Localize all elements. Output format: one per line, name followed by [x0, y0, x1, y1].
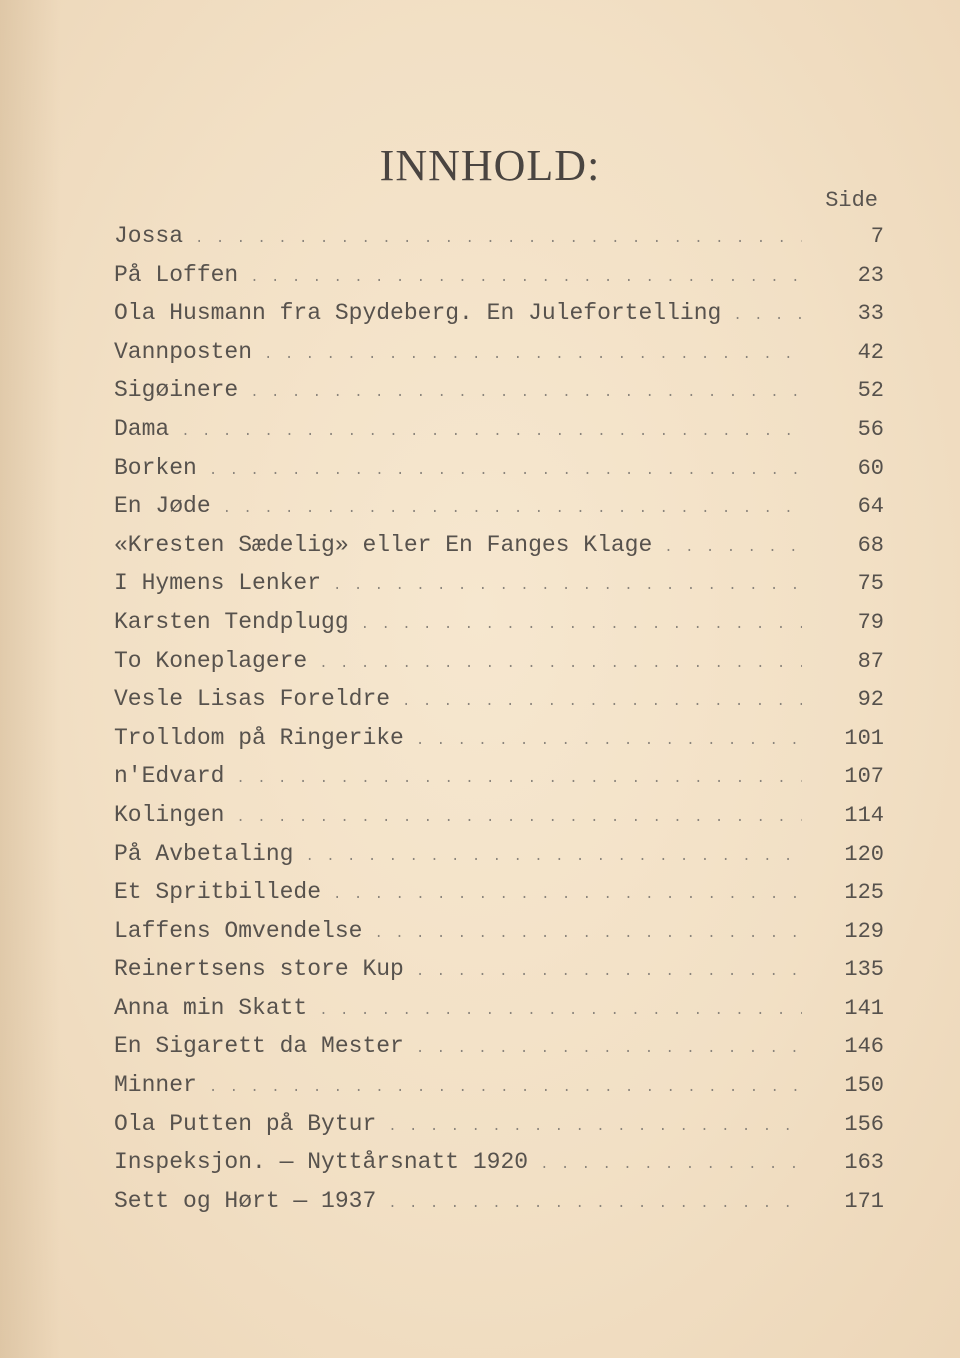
toc-entry-title: Sett og Hørt — 1937	[114, 1187, 377, 1214]
toc-entry	[114, 223, 884, 262]
toc-entry-title: I Hymens Lenker	[114, 570, 322, 597]
dot-leader	[209, 1080, 802, 1096]
page-edge-shadow	[0, 0, 60, 1358]
toc-entry-title: Vesle Lisas Foreldre	[114, 686, 391, 713]
toc-entry-page-number: 135	[844, 957, 884, 983]
toc-entry	[114, 416, 884, 455]
toc-entry	[114, 455, 884, 494]
dot-leader	[388, 1196, 802, 1212]
dot-leader	[374, 926, 802, 942]
toc-entry	[114, 493, 884, 532]
toc-entry	[114, 802, 884, 841]
toc-entry-title: Vannposten	[114, 338, 253, 365]
toc-entry	[114, 686, 884, 725]
toc-entry-title: Sigøinere	[114, 377, 239, 404]
toc-entry	[114, 300, 884, 339]
page-column-label: Side	[825, 188, 878, 213]
toc-entry-title: Minner	[114, 1072, 197, 1099]
dot-leader	[181, 424, 802, 440]
dot-leader	[733, 308, 802, 324]
toc-entry	[114, 995, 884, 1034]
toc-entry-page-number: 150	[844, 1073, 884, 1099]
toc-entry-page-number: 125	[844, 880, 884, 906]
toc-entry-page-number: 75	[857, 571, 884, 597]
dot-leader	[264, 347, 802, 363]
toc-entry-page-number: 114	[844, 802, 884, 828]
toc-entry	[114, 1033, 884, 1072]
dot-leader	[305, 849, 802, 865]
toc-entry-title: n'Edvard	[114, 763, 225, 790]
dot-leader	[236, 771, 802, 787]
dot-leader	[333, 887, 802, 903]
toc-entry-page-number: 171	[844, 1188, 884, 1214]
page-title: INNHOLD:	[379, 141, 601, 190]
toc-entry	[114, 1111, 884, 1150]
dot-leader	[236, 810, 802, 826]
table-of-contents	[114, 223, 884, 1226]
toc-entry-page-number: 64	[857, 494, 884, 520]
toc-entry-page-number: 92	[857, 687, 884, 713]
toc-entry	[114, 725, 884, 764]
toc-entry-title: Laffens Omvendelse	[114, 917, 363, 944]
toc-entry-title: Inspeksjon. — Nyttårsnatt 1920	[114, 1149, 529, 1176]
toc-entry	[114, 1149, 884, 1188]
dot-leader	[361, 617, 802, 633]
toc-entry	[114, 1072, 884, 1111]
dot-leader	[209, 463, 802, 479]
toc-entry-page-number: 163	[844, 1150, 884, 1176]
toc-entry-page-number: 56	[857, 416, 884, 442]
toc-entry-title: Karsten Tendplugg	[114, 608, 349, 635]
toc-entry	[114, 763, 884, 802]
toc-entry-page-number: 52	[857, 378, 884, 404]
dot-leader	[416, 733, 802, 749]
toc-entry	[114, 339, 884, 378]
toc-entry-page-number: 60	[857, 455, 884, 481]
toc-entry-title: På Avbetaling	[114, 840, 294, 867]
toc-entry-title: «Kresten Sædelig» eller En Fanges Klage	[114, 531, 653, 558]
toc-entry	[114, 918, 884, 957]
toc-entry-title: En Sigarett da Mester	[114, 1033, 404, 1060]
dot-leader	[319, 1003, 802, 1019]
toc-entry-page-number: 7	[870, 224, 884, 249]
toc-entry-page-number: 87	[857, 648, 884, 674]
dot-leader	[416, 964, 802, 980]
toc-entry-page-number: 42	[857, 339, 884, 365]
toc-entry-page-number: 68	[857, 532, 884, 558]
dot-leader	[388, 1119, 802, 1135]
toc-entry	[114, 648, 884, 687]
toc-entry-page-number: 146	[844, 1034, 884, 1060]
toc-entry-title: Ola Putten på Bytur	[114, 1110, 377, 1137]
toc-entry-title: Dama	[114, 415, 170, 442]
dot-leader	[416, 1041, 802, 1057]
toc-entry-page-number: 141	[844, 995, 884, 1021]
toc-entry	[114, 956, 884, 995]
toc-entry-title: Kolingen	[114, 801, 225, 828]
toc-entry-title: Trolldom på Ringerike	[114, 724, 404, 751]
toc-entry	[114, 377, 884, 416]
toc-entry-page-number: 107	[844, 764, 884, 790]
toc-entry	[114, 609, 884, 648]
toc-entry-title: Anna min Skatt	[114, 994, 308, 1021]
toc-entry	[114, 1188, 884, 1227]
toc-entry-title: Borken	[114, 454, 197, 481]
dot-leader	[250, 385, 802, 401]
dot-leader	[250, 270, 802, 286]
toc-entry-title: Reinertsens store Kup	[114, 956, 404, 983]
toc-entry-page-number: 79	[857, 609, 884, 635]
toc-entry-title: Ola Husmann fra Spydeberg. En Julefortelling	[114, 300, 722, 327]
toc-entry-title: Jossa	[114, 223, 184, 249]
dot-leader	[402, 694, 802, 710]
dot-leader	[223, 501, 802, 517]
toc-entry-title: På Loffen	[114, 261, 239, 288]
toc-entry	[114, 570, 884, 609]
toc-entry-title: Et Spritbillede	[114, 879, 322, 906]
toc-entry-page-number: 23	[857, 262, 884, 288]
dot-leader	[333, 578, 802, 594]
toc-entry-page-number: 129	[844, 918, 884, 944]
dot-leader	[664, 540, 802, 556]
toc-entry-page-number: 120	[844, 841, 884, 867]
toc-entry-page-number: 156	[844, 1111, 884, 1137]
toc-entry	[114, 532, 884, 571]
toc-entry-page-number: 33	[857, 301, 884, 327]
dot-leader	[195, 231, 802, 247]
toc-entry	[114, 879, 884, 918]
toc-entry-title: To Koneplagere	[114, 647, 308, 674]
toc-entry	[114, 262, 884, 301]
toc-entry-page-number: 101	[844, 725, 884, 751]
toc-entry-title: En Jøde	[114, 493, 211, 520]
toc-entry	[114, 841, 884, 880]
dot-leader	[319, 656, 802, 672]
dot-leader	[540, 1157, 802, 1173]
